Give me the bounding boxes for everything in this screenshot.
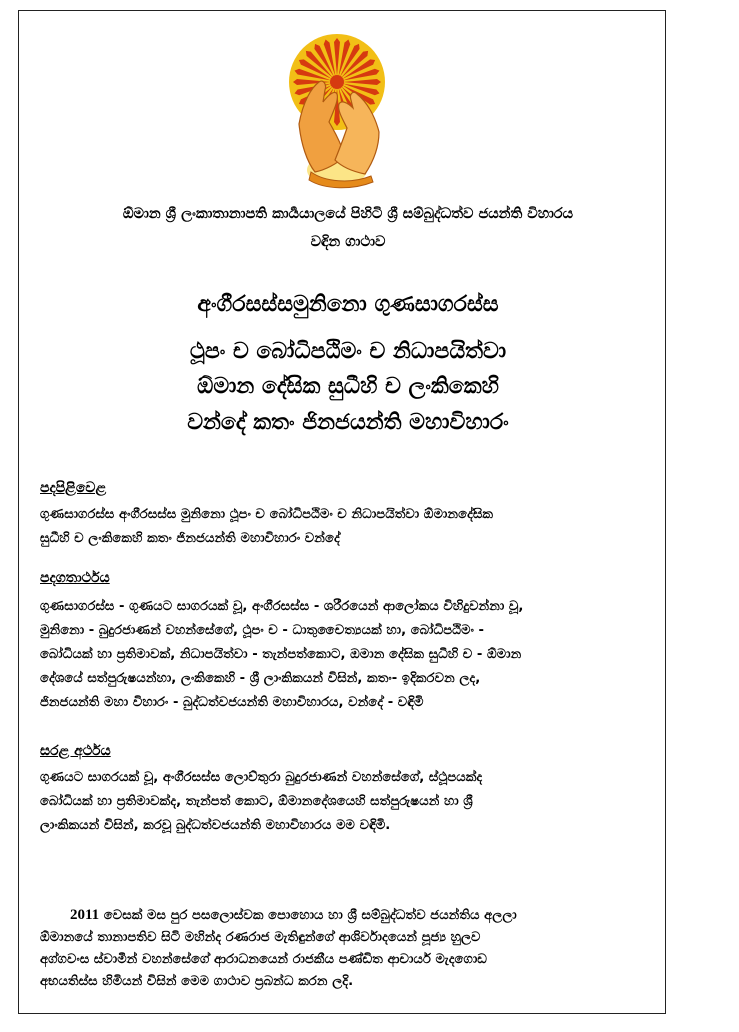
padapiliwela-line: ගුණසාගරස්ස අංගීරසස්ස මුනිනො ථූපං ච බෝධිපඨිමං ච නිධාපයිත්වා ඕමානදේසික <box>40 507 494 522</box>
sarala-arthaya-text <box>40 766 643 838</box>
verse-line-3: ඕමාන දේසික සුධීහි ච ලංකිකෙහි <box>197 374 499 399</box>
page-title-line-1: ඕමාන ශ්‍රී ලංකාතානාපති කාර්‍යයාලයේ පිහිටි ශ්‍රී සම්බුද්ධත්ව ජයන්ති විහාරය <box>122 206 574 222</box>
composition-note-line-1 <box>40 904 643 927</box>
composition-note <box>40 904 643 993</box>
composition-note-line: අභයතිස්ස හිමියන් විසින් මෙම ගාථාව ප්‍රබන්ධ කරන ලදි. <box>40 974 354 989</box>
composition-note-line: අග්ගවංස ස්වාමීන් වහන්සේගේ ආරාධනයෙන් රාජකීය පණ්ඩිත ආචාර්ය මැදගොඩ <box>40 952 488 967</box>
padagatharthaya-text <box>40 595 643 715</box>
composition-note-line-1-text: වෙසක් මස පුර පසලොස්වක පොහොය හා ශ්‍රී සම්බුද්ධත්ව ජයන්තිය අලලා <box>99 908 517 923</box>
section-heading-padagatharthaya: පදගතාර්ථය <box>40 570 110 586</box>
padagatharthaya-line: දේශයේ සත්පුරුෂයන්හා, ලංකිකෙහි - ශ්‍රී ලාංකිකයන් විසින්, කතං- ඉදිකරවන ලද, <box>40 671 481 686</box>
verse-line-2: ථූපං ච බෝධිපඨිමං ච නිධාපයිත්වා <box>189 339 507 364</box>
composition-note-line: ඕමානයේ තානාපතිව සිටි මහින්ද රණරාජ මැතිඳුන්ගේ ආශිර්වාදයෙන් පූජ්‍ය හුලව <box>40 930 481 945</box>
dharma-wheel-hands-emblem <box>281 32 393 192</box>
sarala-arthaya-line: ලාංකිකයන් විසින්, කරවූ බුද්ධත්වජයන්ති මහාවිහාරය මම වඳිමි. <box>40 818 391 833</box>
padagatharthaya-line: ගුණසාගරස්ස - ගුණයට සාගරයක් වූ, අංගීරසස්ස - ශරීරයෙන් ආලෝකය විහිදුවන්නා වූ, <box>40 599 524 614</box>
padagatharthaya-line: මුනිනො - බුදුරජාණන් වහන්සේගේ, ථූපං ච - ධාතුචෛත්‍යයක් හා, බෝධිපඨිමං - <box>40 623 484 638</box>
section-heading-sarala-arthaya: සරළ අර්ථය <box>40 743 111 759</box>
composition-year: 2011 <box>70 907 100 923</box>
padapiliwela-line: සුධීහි ච ලංකිකෙහි කතං ජිනජයන්ති මහාවිහාරං වන්දේ <box>40 531 340 546</box>
verse-line-4: වන්දේ කතං ජිනජයන්ති මහාවිහාරං <box>187 410 509 435</box>
padapiliwela-text <box>40 503 643 551</box>
sarala-arthaya-line: ගුණයට සාගරයක් වූ, අංගීරසස්ස ලොව්තුරා බුදුරජාණන් වහන්සේගේ, ස්ථූපයක්ද <box>40 770 483 785</box>
wheel-hub <box>330 75 344 89</box>
sarala-arthaya-line: බෝධියක් හා ප්‍රතිමාවක්ද, තැන්පත් කොට, ඕමානදේශයෙහි සත්පුරුෂයන් හා ශ්‍රී <box>40 794 473 809</box>
section-heading-padapiliwela: පදපිළිවෙළ <box>40 480 107 496</box>
page-title-line-2: වඳින ගාථාව <box>310 234 386 250</box>
padagatharthaya-line: ජිනජයන්ති මහා විහාරං - බුද්ධත්වජයන්ති මහාවිහාරය, වන්දේ - වඳිමි <box>40 695 424 710</box>
verse-line-1: අංගීරසස්සමුනිනො ගුණසාගරස්ස <box>197 292 499 317</box>
padagatharthaya-line: බෝධියක් හා ප්‍රතිමාවක්, නිධාපයිත්වා - තැන්පත්කොට, ඔමාන දේසික සුධීහි ච - ඕමාන <box>40 647 522 662</box>
